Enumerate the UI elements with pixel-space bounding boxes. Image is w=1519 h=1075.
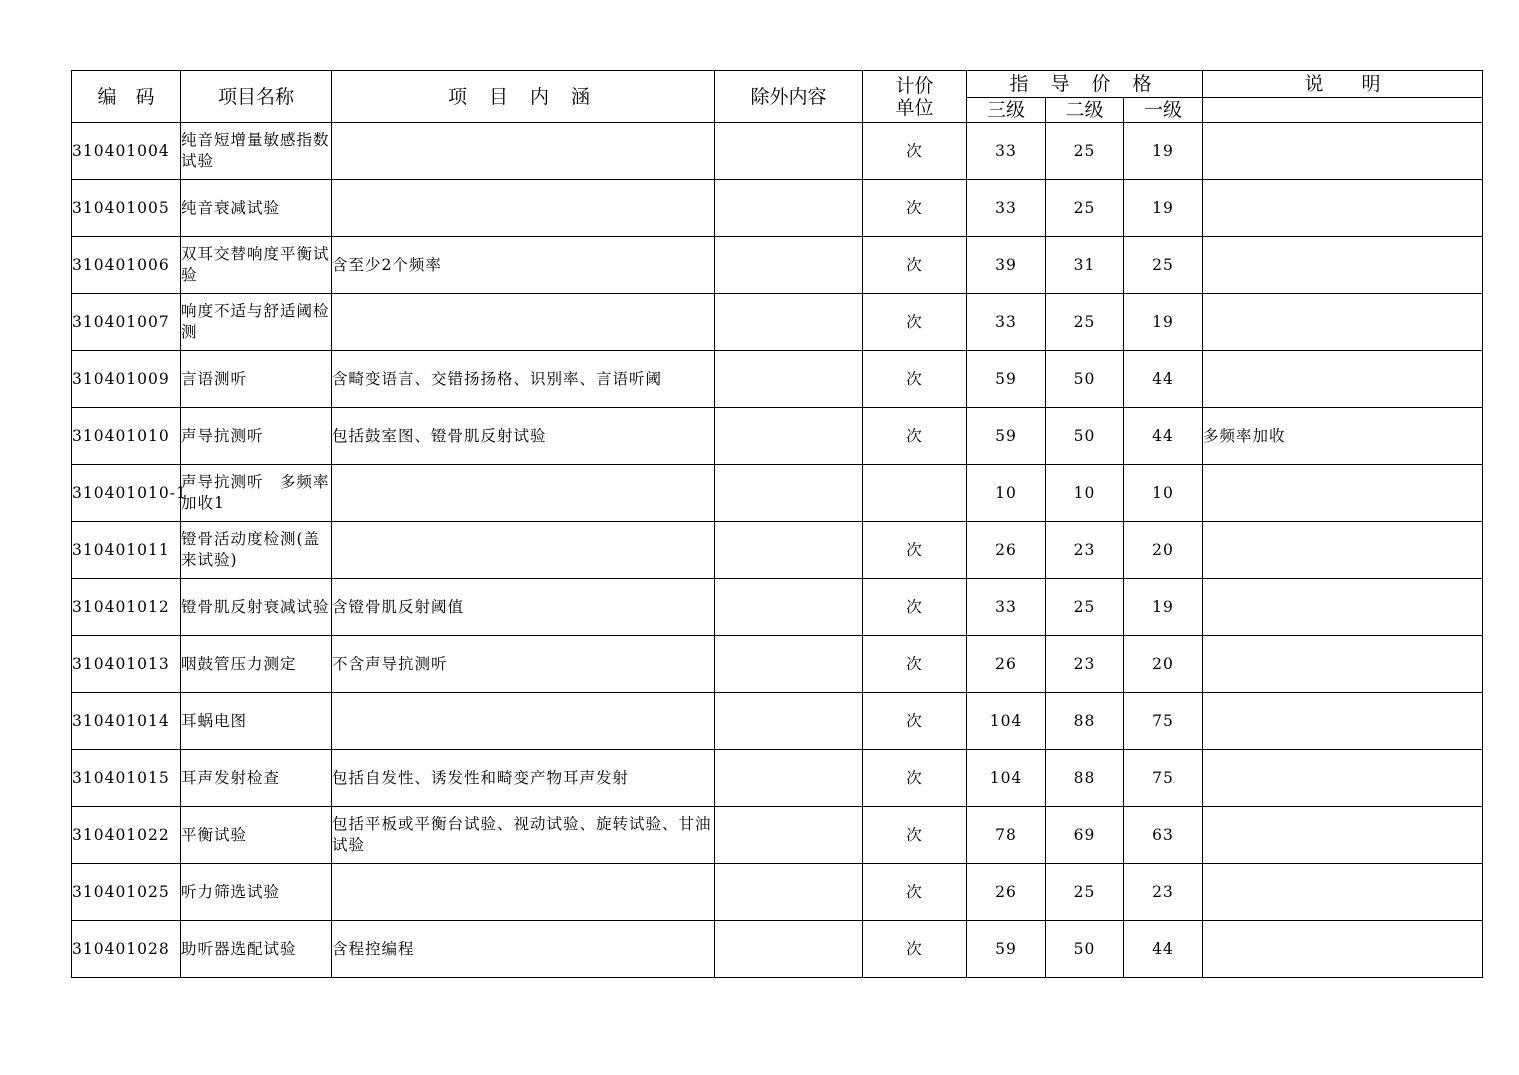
price-level1-cell: 44 (1124, 921, 1203, 978)
note-cell (1203, 180, 1483, 237)
table-row (72, 750, 1483, 807)
name-cell: 镫骨肌反射衰减试验 (181, 579, 332, 636)
table-row (72, 693, 1483, 750)
table-row (72, 579, 1483, 636)
name-cell: 平衡试验 (181, 807, 332, 864)
price-level3-cell: 78 (967, 807, 1046, 864)
code-cell: 310401014 (72, 693, 181, 750)
excluded-cell (715, 123, 863, 180)
name-cell: 听力筛选试验 (181, 864, 332, 921)
excluded-cell (715, 921, 863, 978)
price-level2-cell: 88 (1046, 750, 1124, 807)
price-level3-cell: 59 (967, 921, 1046, 978)
price-level1-cell: 20 (1124, 522, 1203, 579)
note-cell (1203, 123, 1483, 180)
unit-cell: 次 (863, 123, 967, 180)
excluded-cell (715, 180, 863, 237)
header-code: 编 码 (72, 71, 181, 123)
table-row (72, 864, 1483, 921)
table-row (72, 294, 1483, 351)
excluded-cell (715, 807, 863, 864)
excluded-cell (715, 294, 863, 351)
note-cell (1203, 465, 1483, 522)
name-cell: 言语测听 (181, 351, 332, 408)
code-cell: 310401015 (72, 750, 181, 807)
header-content: 项 目 内 涵 (332, 71, 715, 123)
unit-cell: 次 (863, 237, 967, 294)
code-cell: 310401013 (72, 636, 181, 693)
table-row (72, 180, 1483, 237)
content-cell: 包括平板或平衡台试验、视动试验、旋转试验、甘油试验 (332, 807, 715, 864)
excluded-cell (715, 237, 863, 294)
price-level1-cell: 20 (1124, 636, 1203, 693)
price-level1-cell: 44 (1124, 408, 1203, 465)
price-level3-cell: 26 (967, 864, 1046, 921)
name-cell: 助听器选配试验 (181, 921, 332, 978)
price-level2-cell: 88 (1046, 693, 1124, 750)
price-level1-cell: 19 (1124, 123, 1203, 180)
code-cell: 310401004 (72, 123, 181, 180)
price-level2-cell: 25 (1046, 294, 1124, 351)
unit-cell (863, 465, 967, 522)
code-cell: 310401007 (72, 294, 181, 351)
note-cell (1203, 351, 1483, 408)
content-cell: 含程控编程 (332, 921, 715, 978)
unit-cell: 次 (863, 522, 967, 579)
price-level2-cell: 25 (1046, 180, 1124, 237)
price-level3-cell: 33 (967, 294, 1046, 351)
price-level1-cell: 44 (1124, 351, 1203, 408)
price-level2-cell: 25 (1046, 864, 1124, 921)
price-level3-cell: 59 (967, 408, 1046, 465)
price-level1-cell: 10 (1124, 465, 1203, 522)
price-level1-cell: 19 (1124, 180, 1203, 237)
excluded-cell (715, 864, 863, 921)
price-level1-cell: 23 (1124, 864, 1203, 921)
price-level2-cell: 25 (1046, 579, 1124, 636)
header-note-sub (1203, 98, 1483, 123)
price-level1-cell: 75 (1124, 750, 1203, 807)
table-row (72, 408, 1483, 465)
content-cell: 含镫骨肌反射阈值 (332, 579, 715, 636)
content-cell (332, 522, 715, 579)
table-row (72, 465, 1483, 522)
price-level2-cell: 31 (1046, 237, 1124, 294)
note-cell (1203, 579, 1483, 636)
content-cell: 包括鼓室图、镫骨肌反射试验 (332, 408, 715, 465)
unit-cell: 次 (863, 864, 967, 921)
name-cell: 咽鼓管压力测定 (181, 636, 332, 693)
price-level3-cell: 26 (967, 522, 1046, 579)
table-row (72, 921, 1483, 978)
unit-cell: 次 (863, 408, 967, 465)
unit-cell: 次 (863, 921, 967, 978)
excluded-cell (715, 579, 863, 636)
header-note: 说 明 (1203, 71, 1483, 98)
code-cell: 310401010 (72, 408, 181, 465)
name-cell: 耳声发射检查 (181, 750, 332, 807)
table-row (72, 123, 1483, 180)
header-unit: 计价单位 (863, 71, 967, 123)
excluded-cell (715, 750, 863, 807)
content-cell (332, 180, 715, 237)
price-level3-cell: 10 (967, 465, 1046, 522)
price-table (71, 70, 1483, 978)
price-level3-cell: 59 (967, 351, 1046, 408)
excluded-cell (715, 351, 863, 408)
content-cell: 包括自发性、诱发性和畸变产物耳声发射 (332, 750, 715, 807)
code-cell: 310401011 (72, 522, 181, 579)
table-row (72, 351, 1483, 408)
excluded-cell (715, 636, 863, 693)
price-level2-cell: 50 (1046, 351, 1124, 408)
price-level1-cell: 19 (1124, 294, 1203, 351)
header-excluded: 除外内容 (715, 71, 863, 123)
content-cell (332, 123, 715, 180)
content-cell (332, 465, 715, 522)
table-row (72, 237, 1483, 294)
excluded-cell (715, 465, 863, 522)
price-level1-cell: 63 (1124, 807, 1203, 864)
code-cell: 310401028 (72, 921, 181, 978)
unit-cell: 次 (863, 579, 967, 636)
unit-cell: 次 (863, 750, 967, 807)
code-cell: 310401005 (72, 180, 181, 237)
note-cell (1203, 693, 1483, 750)
note-cell (1203, 237, 1483, 294)
unit-cell: 次 (863, 693, 967, 750)
header-level1: 一级 (1124, 98, 1203, 123)
code-cell: 310401012 (72, 579, 181, 636)
unit-cell: 次 (863, 351, 967, 408)
price-level3-cell: 104 (967, 693, 1046, 750)
code-cell: 310401006 (72, 237, 181, 294)
note-cell (1203, 294, 1483, 351)
excluded-cell (715, 693, 863, 750)
table-row (72, 807, 1483, 864)
price-level2-cell: 23 (1046, 522, 1124, 579)
price-level3-cell: 39 (967, 237, 1046, 294)
content-cell: 含畸变语言、交错扬扬格、识别率、言语听阈 (332, 351, 715, 408)
code-cell: 310401025 (72, 864, 181, 921)
price-level2-cell: 10 (1046, 465, 1124, 522)
note-cell (1203, 522, 1483, 579)
price-level1-cell: 19 (1124, 579, 1203, 636)
price-level2-cell: 23 (1046, 636, 1124, 693)
header-row-1 (72, 71, 1483, 98)
price-level1-cell: 25 (1124, 237, 1203, 294)
header-level3: 三级 (967, 98, 1046, 123)
price-level2-cell: 50 (1046, 408, 1124, 465)
price-level2-cell: 69 (1046, 807, 1124, 864)
content-cell (332, 693, 715, 750)
header-name: 项目名称 (181, 71, 332, 123)
excluded-cell (715, 522, 863, 579)
name-cell: 双耳交替响度平衡试验 (181, 237, 332, 294)
name-cell: 纯音短增量敏感指数试验 (181, 123, 332, 180)
price-level3-cell: 26 (967, 636, 1046, 693)
note-cell (1203, 750, 1483, 807)
table-row (72, 636, 1483, 693)
header-guide-price: 指 导 价 格 (967, 71, 1203, 98)
note-cell (1203, 636, 1483, 693)
note-cell (1203, 807, 1483, 864)
price-level2-cell: 50 (1046, 921, 1124, 978)
price-level3-cell: 33 (967, 180, 1046, 237)
name-cell: 声导抗测听 (181, 408, 332, 465)
price-level3-cell: 104 (967, 750, 1046, 807)
unit-cell: 次 (863, 636, 967, 693)
content-cell: 含至少2个频率 (332, 237, 715, 294)
code-cell: 310401009 (72, 351, 181, 408)
price-level3-cell: 33 (967, 123, 1046, 180)
name-cell: 纯音衰减试验 (181, 180, 332, 237)
note-cell (1203, 864, 1483, 921)
excluded-cell (715, 408, 863, 465)
price-level2-cell: 25 (1046, 123, 1124, 180)
header-level2: 二级 (1046, 98, 1124, 123)
code-cell: 310401010-1 (72, 465, 181, 522)
unit-cell: 次 (863, 294, 967, 351)
name-cell: 耳蜗电图 (181, 693, 332, 750)
name-cell: 声导抗测听 多频率加收1 (181, 465, 332, 522)
unit-cell: 次 (863, 807, 967, 864)
table-row (72, 522, 1483, 579)
code-cell: 310401022 (72, 807, 181, 864)
content-cell: 不含声导抗测听 (332, 636, 715, 693)
price-level3-cell: 33 (967, 579, 1046, 636)
note-cell: 多频率加收 (1203, 408, 1483, 465)
content-cell (332, 294, 715, 351)
price-level1-cell: 75 (1124, 693, 1203, 750)
note-cell (1203, 921, 1483, 978)
name-cell: 响度不适与舒适阈检测 (181, 294, 332, 351)
unit-cell: 次 (863, 180, 967, 237)
content-cell (332, 864, 715, 921)
name-cell: 镫骨活动度检测(盖来试验) (181, 522, 332, 579)
